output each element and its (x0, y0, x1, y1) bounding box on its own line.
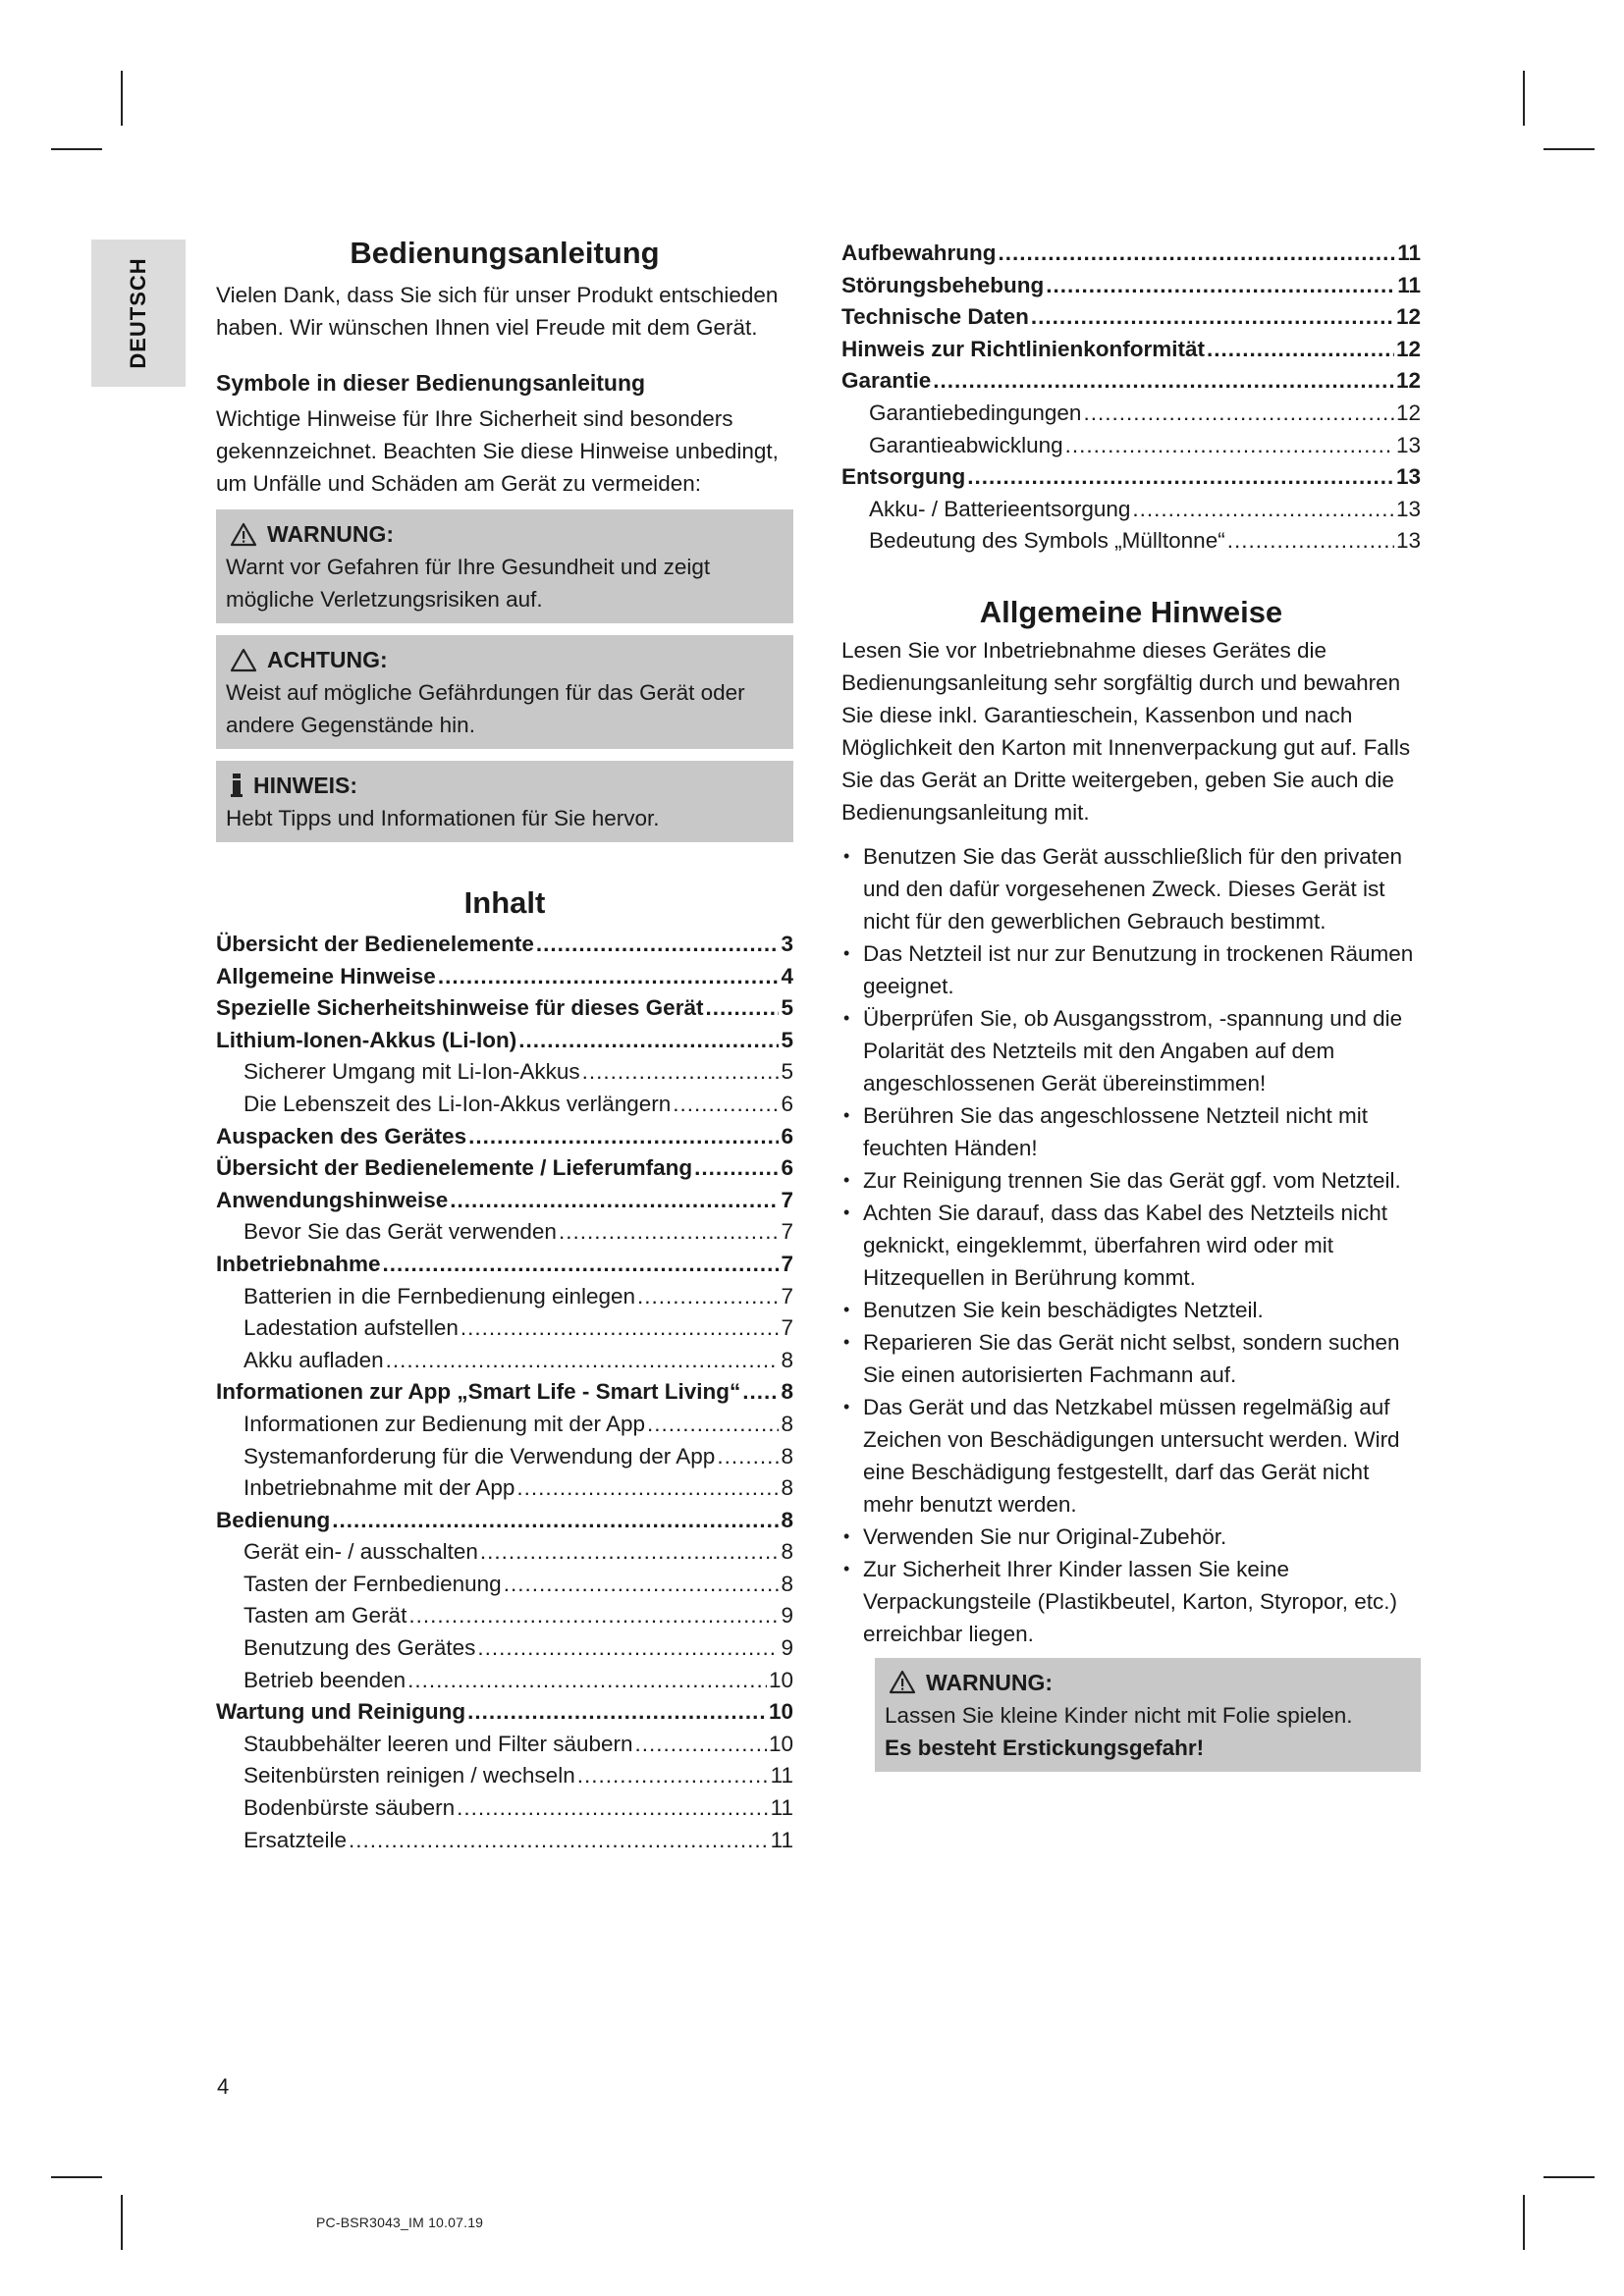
toc-entry (216, 961, 793, 993)
toc-entry (216, 1825, 793, 1857)
toc-entry-page: 6 (781, 1123, 793, 1148)
toc-entry-title: Übersicht der Bedienelemente / Lieferumfang (216, 1155, 693, 1181)
toc-entry-title: Anwendungshinweise (216, 1187, 449, 1212)
caution-box (216, 635, 793, 749)
toc-leader-dots (637, 1281, 779, 1313)
toc-entry-page: 5 (781, 995, 793, 1021)
toc-list-right (841, 238, 1421, 558)
toc-leader-dots (457, 1792, 768, 1825)
toc-entry-title: Akku- / Batterieentsorgung (869, 496, 1131, 521)
crop-mark (51, 2176, 102, 2178)
toc-title: Inhalt (463, 885, 546, 920)
toc-entry-title: Staubbehälter leeren und Filter säubern (244, 1731, 633, 1756)
warning-box (216, 509, 793, 623)
toc-entry (841, 461, 1421, 494)
toc-entry-page: 12 (1395, 336, 1421, 361)
toc-entry (216, 1472, 793, 1505)
crop-mark (1523, 2195, 1525, 2250)
toc-entry (841, 398, 1421, 430)
bullet-item: • Das Netzteil ist nur zur Benutzung in trockenen Räumen geeignet. (841, 937, 1421, 1002)
toc-leader-dots (717, 1441, 779, 1473)
toc-entry-title: Allgemeine Hinweise (216, 963, 436, 988)
toc-entry-page: 4 (781, 963, 793, 988)
symbols-heading: Symbole in dieser Bedienungsanleitung (216, 370, 646, 396)
toc-entry-title: Wartung und Reinigung (216, 1699, 466, 1725)
toc-entry (841, 525, 1421, 558)
toc-entry (216, 1536, 793, 1569)
toc-entry (841, 270, 1421, 302)
bullet-item: • Verwenden Sie nur Original-Zubehör. (841, 1521, 1421, 1553)
toc-entry-title: Garantiebedingungen (869, 400, 1082, 425)
toc-entry-title: Bevor Sie das Gerät verwenden (244, 1219, 557, 1245)
toc-entry-title: Garantie (841, 368, 932, 394)
toc-leader-dots (383, 1249, 780, 1281)
toc-entry (216, 1441, 793, 1473)
bullet-item: • Zur Sicherheit Ihrer Kinder lassen Sie keine Verpackungsteile (Plastikbeutel, Karton, Styropor, etc.) erreichbar liegen. (841, 1553, 1421, 1650)
toc-entry (841, 334, 1421, 366)
toc-entry (216, 1696, 793, 1729)
toc-leader-dots (673, 1089, 779, 1121)
toc-leader-dots (438, 961, 780, 993)
toc-entry-page: 8 (781, 1347, 793, 1372)
toc-entry-page: 8 (781, 1571, 793, 1596)
bullet-item: • Berühren Sie das angeschlossene Netzteil nicht mit feuchten Händen! (841, 1099, 1421, 1164)
toc-entry-title: Informationen zur Bedienung mit der App (244, 1411, 645, 1436)
toc-entry-title: Ersatzteile (244, 1827, 348, 1852)
bullet-item: • Benutzen Sie das Gerät ausschließlich für den privaten und den dafür vorgesehenen Zweck. Dieses Gerät ist nicht für den gewerblichen Gebrauch bestimmt. (841, 840, 1421, 937)
bullet-item: • Das Gerät und das Netzkabel müssen regelmäßig auf Zeichen von Beschädigungen untersucht werden. Wird eine Beschädigung festgestellt, darf das Gerät nicht mehr benutzt werden. (841, 1391, 1421, 1521)
toc-entry (216, 1249, 793, 1281)
toc-entry (216, 1505, 793, 1537)
toc-leader-dots (460, 1312, 780, 1345)
toc-entry (216, 929, 793, 961)
language-tab (91, 240, 186, 387)
toc-entry-title: Inbetriebnahme (216, 1251, 381, 1276)
toc-leader-dots (468, 1121, 779, 1153)
toc-entry-page: 6 (781, 1155, 793, 1181)
toc-leader-dots (742, 1376, 779, 1409)
toc-leader-dots (582, 1056, 780, 1089)
toc-leader-dots (1031, 301, 1394, 334)
toc-entry-page: 10 (768, 1731, 793, 1756)
crop-mark (1543, 148, 1595, 150)
toc-leader-dots (407, 1665, 767, 1697)
toc-entry (216, 1376, 793, 1409)
safety-bullet-list (841, 840, 1421, 1650)
caution-title: ACHTUNG: (267, 647, 388, 672)
toc-entry-page: 3 (781, 932, 793, 956)
toc-list-left (216, 929, 793, 1856)
toc-entry-title: Bedienung (216, 1507, 331, 1532)
toc-entry (216, 992, 793, 1025)
caution-text: Weist auf mögliche Gefährdungen für das Gerät oder andere Gegenstände hin. (226, 680, 745, 737)
bullet-item: • Achten Sie darauf, dass das Kabel des Netzteils nicht geknickt, eingeklemmt, überfahren wird oder mit Hitzequellen in Berührung kommt. (841, 1197, 1421, 1294)
toc-entry-title: Systemanforderung für die Verwendung der App (244, 1443, 716, 1468)
toc-entry (216, 1345, 793, 1377)
bullet-item: • Reparieren Sie das Gerät nicht selbst, sondern suchen Sie einen autorisierten Fachmann auf. (841, 1326, 1421, 1391)
toc-entry-title: Übersicht der Bedienelemente (216, 932, 534, 956)
toc-entry (216, 1600, 793, 1632)
toc-entry-title: Garantieabwicklung (869, 432, 1063, 457)
toc-entry-page: 5 (781, 1027, 793, 1052)
toc-entry-title: Tasten am Gerät (244, 1603, 407, 1629)
toc-leader-dots (480, 1536, 780, 1569)
toc-leader-dots (1083, 398, 1394, 430)
toc-entry-title: Batterien in die Fernbedienung einlegen (244, 1283, 636, 1308)
footer-code: PC-BSR3043_IM 10.07.19 (316, 2215, 484, 2230)
toc-entry-page: 12 (1395, 400, 1421, 425)
toc-leader-dots (647, 1409, 779, 1441)
toc-entry (216, 1281, 793, 1313)
toc-entry-page: 8 (781, 1539, 793, 1565)
warning-title-right: WARNUNG: (926, 1669, 1054, 1695)
page-number: 4 (217, 2074, 230, 2099)
bullet-item: • Überprüfen Sie, ob Ausgangsstrom, -spannung und die Polarität des Netzteils mit den Angaben auf dem angeschlossenen Gerät übereinstimmen! (841, 1002, 1421, 1099)
toc-entry-title: Entsorgung (841, 464, 966, 490)
toc-entry-page: 8 (781, 1379, 793, 1405)
toc-leader-dots (349, 1825, 769, 1857)
left-column (216, 234, 793, 1856)
toc-entry (216, 1760, 793, 1792)
right-column (841, 238, 1421, 1772)
toc-leader-dots (933, 365, 1394, 398)
toc-entry (841, 238, 1421, 270)
warning-box-right (875, 1658, 1421, 1772)
toc-entry-page: 7 (781, 1283, 793, 1308)
toc-leader-dots (1227, 525, 1394, 558)
toc-leader-dots (467, 1696, 767, 1729)
toc-entry-page: 7 (781, 1219, 793, 1245)
toc-entry (216, 1312, 793, 1345)
note-title: HINWEIS: (253, 773, 358, 798)
toc-leader-dots (1065, 430, 1394, 462)
toc-entry-page: 10 (768, 1699, 793, 1725)
toc-entry-page: 7 (781, 1187, 793, 1212)
toc-entry (216, 1056, 793, 1089)
toc-entry-page: 13 (1395, 432, 1421, 457)
toc-entry (216, 1121, 793, 1153)
toc-entry-title: Benutzung des Gerätes (244, 1635, 476, 1661)
toc-leader-dots (635, 1729, 767, 1761)
warning-triangle-icon (889, 1670, 916, 1694)
toc-entry-title: Aufbewahrung (841, 240, 997, 265)
toc-entry-page: 13 (1395, 464, 1421, 490)
crop-mark (51, 148, 102, 150)
toc-entry-title: Bodenbürste säubern (244, 1795, 456, 1821)
toc-leader-dots (408, 1600, 779, 1632)
toc-leader-dots (518, 1025, 779, 1057)
toc-entry (216, 1185, 793, 1217)
toc-entry (216, 1152, 793, 1185)
toc-entry-page: 13 (1395, 528, 1421, 554)
toc-entry-page: 6 (781, 1091, 793, 1116)
toc-entry-page: 13 (1395, 496, 1421, 521)
toc-entry-title: Die Lebenszeit des Li-Ion-Akkus verlängern (244, 1091, 672, 1116)
toc-entry (216, 1569, 793, 1601)
crop-mark (1523, 71, 1525, 126)
language-tab-label: DEUTSCH (126, 257, 150, 369)
toc-entry-page: 8 (781, 1411, 793, 1436)
warning-triangle-icon (230, 522, 257, 547)
toc-leader-dots (450, 1185, 779, 1217)
toc-entry-title: Betrieb beenden (244, 1667, 406, 1692)
symbols-text: Wichtige Hinweise für Ihre Sicherheit sind besonders gekennzeichnet. Beachten Sie diese Hinweise unbedingt, um Unfälle und Schäden am Gerät zu vermeiden: (216, 406, 779, 496)
toc-leader-dots (536, 929, 780, 961)
toc-entry (216, 1216, 793, 1249)
toc-leader-dots (386, 1345, 780, 1377)
toc-leader-dots (1046, 270, 1395, 302)
toc-entry-page: 8 (781, 1475, 793, 1501)
toc-leader-dots (477, 1632, 779, 1665)
toc-entry-title: Lithium-Ionen-Akkus (Li-Ion) (216, 1027, 517, 1052)
warning-text-right: Lassen Sie kleine Kinder nicht mit Folie spielen. (885, 1702, 1353, 1728)
toc-entry (216, 1792, 793, 1825)
toc-entry-page: 12 (1395, 304, 1421, 330)
intro-text: Vielen Dank, dass Sie sich für unser Produkt entschieden haben. Wir wünschen Ihnen viel Freude mit dem Gerät. (216, 283, 779, 340)
crop-mark (1543, 2176, 1595, 2178)
toc-entry (216, 1025, 793, 1057)
toc-entry (841, 494, 1421, 526)
toc-leader-dots (694, 1152, 779, 1185)
toc-leader-dots (705, 992, 779, 1025)
toc-leader-dots (967, 461, 1394, 494)
toc-entry (841, 430, 1421, 462)
toc-entry-page: 11 (770, 1795, 793, 1821)
toc-entry (216, 1665, 793, 1697)
toc-leader-dots (516, 1472, 779, 1505)
toc-entry-title: Ladestation aufstellen (244, 1315, 459, 1341)
manual-title: Bedienungsanleitung (350, 236, 660, 270)
note-box (216, 761, 793, 842)
toc-leader-dots (1207, 334, 1394, 366)
toc-leader-dots (999, 238, 1396, 270)
warning-title: WARNUNG: (267, 521, 395, 547)
toc-entry-page: 7 (781, 1315, 793, 1341)
toc-entry-page: 7 (781, 1251, 793, 1276)
toc-entry-title: Auspacken des Gerätes (216, 1123, 467, 1148)
toc-entry-page: 11 (1397, 272, 1421, 297)
toc-entry-title: Inbetriebnahme mit der App (244, 1475, 515, 1501)
crop-mark (121, 71, 123, 126)
toc-leader-dots (504, 1569, 780, 1601)
caution-triangle-icon (230, 648, 257, 672)
toc-entry-page: 8 (781, 1443, 793, 1468)
general-title: Allgemeine Hinweise (979, 594, 1283, 629)
toc-leader-dots (559, 1216, 780, 1249)
toc-entry (216, 1632, 793, 1665)
toc-leader-dots (577, 1760, 769, 1792)
info-icon (230, 773, 244, 798)
toc-entry (841, 365, 1421, 398)
toc-entry-title: Technische Daten (841, 304, 1029, 330)
toc-entry (216, 1729, 793, 1761)
toc-entry (841, 301, 1421, 334)
toc-entry-page: 8 (781, 1507, 793, 1532)
toc-entry-title: Informationen zur App „Smart Life - Smart Living“ (216, 1379, 741, 1405)
toc-entry-title: Gerät ein- / ausschalten (244, 1539, 478, 1565)
toc-entry-title: Sicherer Umgang mit Li-Ion-Akkus (244, 1059, 580, 1085)
bullet-item: • Zur Reinigung trennen Sie das Gerät ggf. vom Netzteil. (841, 1164, 1421, 1197)
warning-text-bold: Es besteht Erstickungsgefahr! (885, 1735, 1205, 1760)
toc-entry (216, 1089, 793, 1121)
toc-entry-title: Tasten der Fernbedienung (244, 1571, 502, 1596)
toc-entry-title: Störungsbehebung (841, 272, 1045, 297)
toc-leader-dots (1132, 494, 1394, 526)
toc-entry-title: Spezielle Sicherheitshinweise für dieses Gerät (216, 995, 704, 1021)
toc-entry-title: Bedeutung des Symbols „Mülltonne“ (869, 528, 1225, 554)
warning-text: Warnt vor Gefahren für Ihre Gesundheit und zeigt mögliche Verletzungsrisiken auf. (226, 555, 711, 612)
toc-entry (216, 1409, 793, 1441)
toc-entry-page: 9 (781, 1603, 793, 1629)
note-text: Hebt Tipps und Informationen für Sie hervor. (226, 806, 660, 830)
bullet-item: • Benutzen Sie kein beschädigtes Netzteil. (841, 1294, 1421, 1326)
toc-entry-page: 12 (1395, 368, 1421, 394)
toc-entry-page: 9 (781, 1635, 793, 1661)
toc-entry-title: Seitenbürsten reinigen / wechseln (244, 1763, 575, 1789)
toc-leader-dots (332, 1505, 779, 1537)
crop-mark (121, 2195, 123, 2250)
general-text: Lesen Sie vor Inbetriebnahme dieses Gerätes die Bedienungsanleitung sehr sorgfältig durch und bewahren Sie diese inkl. Garantieschein, Kassenbon und nach Möglichkeit den Karton mit Innenverpackung gut auf. Falls Sie das Gerät an Dritte weitergeben, geben Sie auch die Bedienungsanleitung mit. (841, 637, 1411, 825)
toc-entry-page: 10 (768, 1667, 793, 1692)
toc-entry-title: Akku aufladen (244, 1347, 384, 1372)
toc-entry-page: 5 (781, 1059, 793, 1085)
toc-entry-page: 11 (1397, 240, 1421, 265)
toc-entry-page: 11 (770, 1827, 793, 1852)
toc-entry-title: Hinweis zur Richtlinienkonformität (841, 336, 1206, 361)
toc-entry-page: 11 (770, 1763, 793, 1789)
